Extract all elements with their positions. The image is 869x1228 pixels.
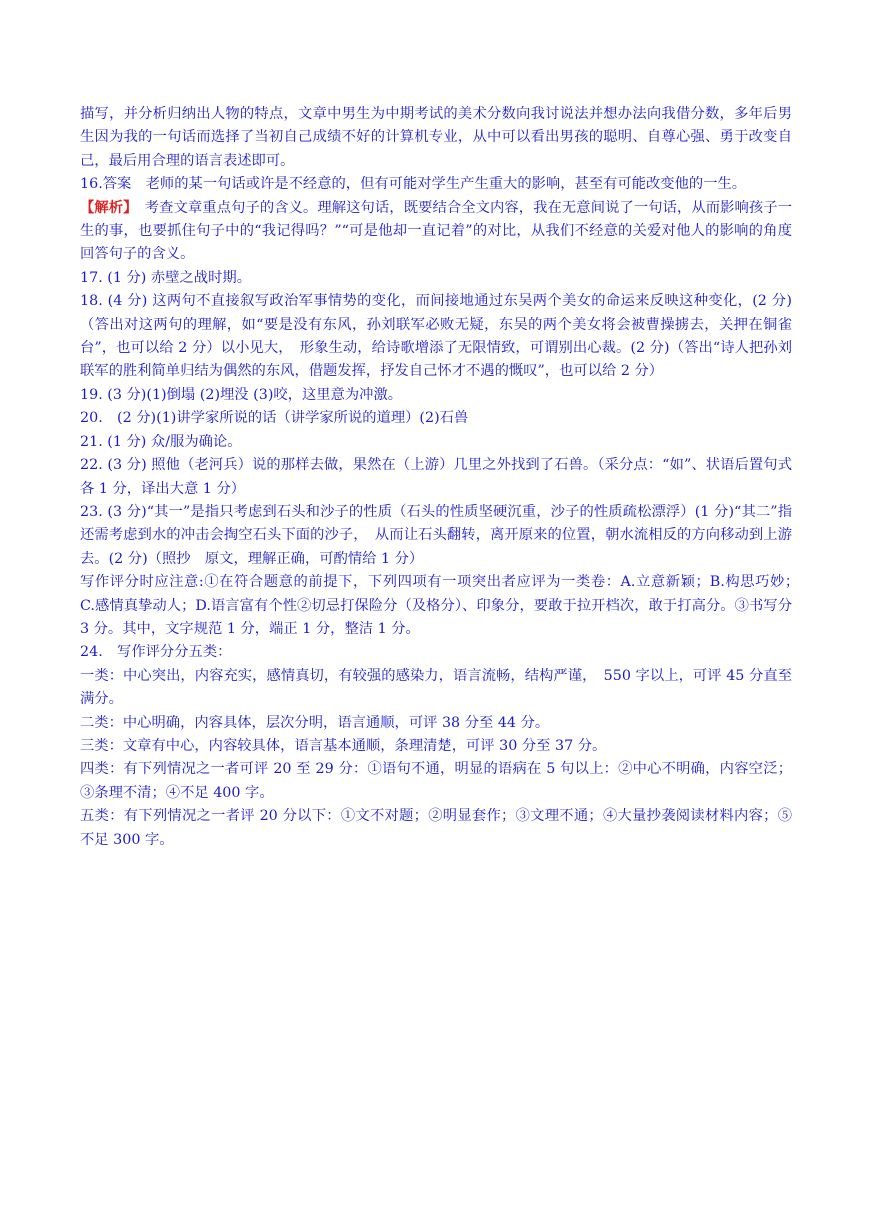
answer-23: 23. (3 分)“其一”是指只考虑到石头和沙子的性质（石头的性质坚硬沉重，沙子的性质疏松漂浮）(1 分)“其二”指还需考虑到水的冲击会掏空石头下面的沙子， 从而让石头翻转，离开原来的位置，朝水流相反的方向移动到上游去。(2 分)（照抄 原文，理解正确，可酌情给 1 分） [80, 503, 792, 567]
analysis-text: 考查文章重点句子的含义。理解这句话，既要结合全文内容，我在无意间说了一句话，从而影响孩子一生的事，也要抓住句子中的“我记得吗？”“可是他却一直记着”的对比，从我们不经意的关爱对他人的影响的角度回答句子的含义。 [80, 199, 792, 263]
writing-scoring-notes: 写作评分时应注意:①在符合题意的前提下，下列四项有一项突出者应评为一类卷：A.立意新颖；B.构思巧妙； C.感情真挚动人；D.语言富有个性②切忌打保险分（及格分）、印象分，要敢于拉开档次，敢于打高分。③书写分 3 分。其中，文字规范 1 分，端正 1 分，整洁 1 分。 [80, 574, 807, 637]
answer-22: 22. (3 分) 照他（老河兵）说的那样去做，果然在（上游）几里之外找到了石兽。（采分点：“如”、状语后置句式各 1 分，译出大意 1 分） [80, 457, 792, 497]
grade-class-1: 一类：中心突出，内容充实，感情真切，有较强的感染力，语言流畅，结构严谨， 550 字以上，可评 45 分直至满分。 [80, 667, 792, 708]
answer-24-heading: 24. 写作评分分五类： [80, 644, 232, 661]
answer-15-continued: 描写，并分析归纳出人物的特点，文章中男生为中期考试的美术分数向我讨说法并想办法向我借分数，多年后男生因为我的一句话而选择了当初自己成绩不好的计算机专业，从中可以看出男孩的聪明、自尊心强、勇于改变自己，最后用合理的语言表述即可。 [80, 106, 792, 169]
answer-19: 19. (3 分)(1)倒塌 (2)埋没 (3)咬，这里意为冲激。 [80, 386, 403, 403]
answer-18: 18. (4 分) 这两句不直接叙写政治军事情势的变化，而间接地通过东吴两个美女的命运来反映这种变化，(2 分)（答出对这两句的理解，如“要是没有东风，孙刘联军必败无疑，东吴的两个美女将会被曹操掳去，关押在铜雀台”，也可以给 2 分）以小见大， 形象生动，给诗歌增添了无限情致，可谓别出心裁。(2 分)（答出“诗人把孙刘联军的胜利简单归结为偶然的东风，借题发挥，抒发自己怀才不遇的慨叹”，也可以给 2 分） [80, 293, 792, 380]
answer-document [80, 103, 807, 852]
analysis-label: 【解析】 [80, 199, 131, 216]
grade-class-2: 二类：中心明确，内容具体，层次分明，语言通顺，可评 38 分至 44 分。 [80, 714, 550, 731]
answer-20: 20. (2 分)(1)讲学家所说的话（讲学家所说的道理）(2)石兽 [80, 410, 469, 427]
answer-17: 17. (1 分) 赤壁之战时期。 [80, 269, 251, 286]
answer-21: 21. (1 分) 众/服为确论。 [80, 433, 242, 450]
answer-16: 16.答案 老师的某一句话或许是不经意的，但有可能对学生产生重大的影响，甚至有可能改变他的一生。 [80, 176, 747, 193]
grade-class-4: 四类：有下列情况之一者可评 20 至 29 分：①语句不通，明显的语病在 5 句以上：②中心不明确，内容空泛；③条理不清；④不足 400 字。 [80, 761, 792, 801]
grade-class-5: 五类：有下列情况之一者评 20 分以下：①文不对题；②明显套作；③文理不通；④大量抄袭阅读材料内容；⑤不足 300 字。 [80, 808, 792, 848]
grade-class-3: 三类：文章有中心，内容较具体，语言基本通顺，条理清楚，可评 30 分至 37 分。 [80, 737, 607, 754]
answer-16-analysis [80, 197, 792, 267]
